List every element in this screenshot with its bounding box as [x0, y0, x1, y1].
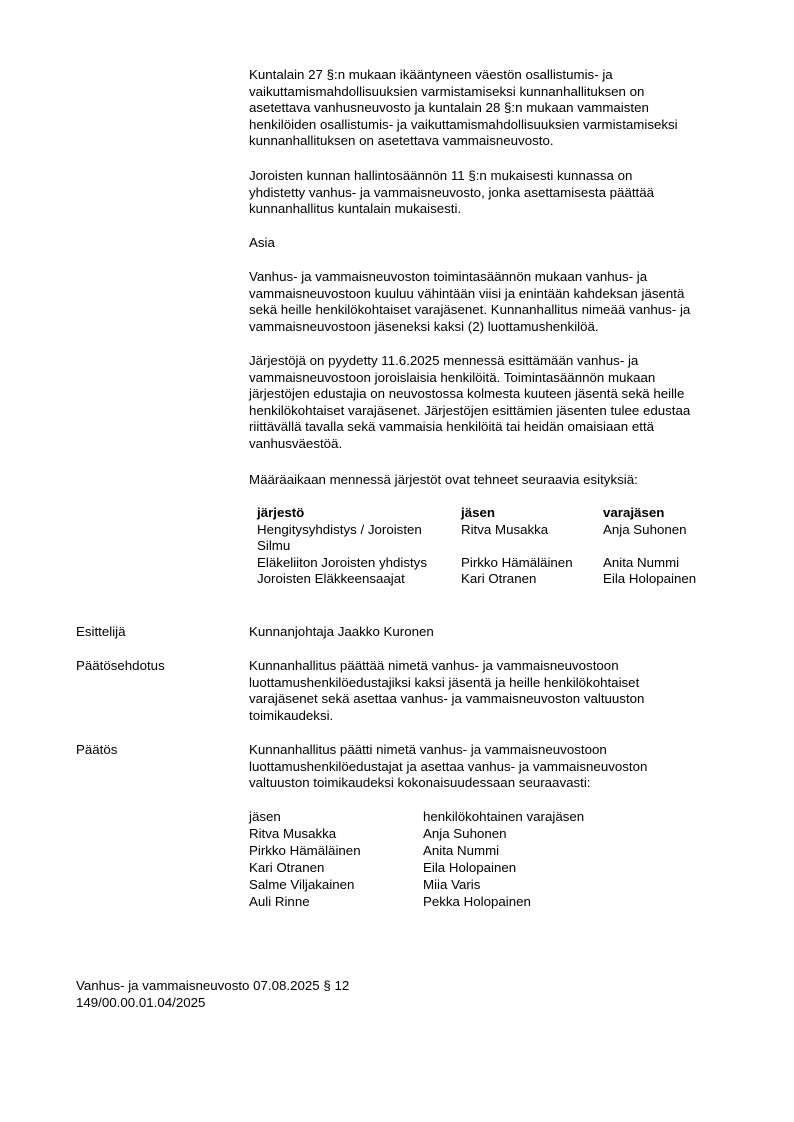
member-cell: Salme Viljakainen — [249, 876, 355, 892]
organization-cell: Eläkeliiton Joroisten yhdistys — [257, 554, 427, 570]
table-row — [257, 555, 696, 572]
member-cell: Kari Otranen — [249, 859, 325, 875]
paatosehdotus-label: Päätösehdotus — [76, 658, 165, 673]
intro-paragraph-5-wrap — [249, 472, 749, 489]
deputy-cell: Eila Holopainen — [423, 859, 517, 875]
footer-record-number: 149/00.00.01.04/2025 — [76, 995, 206, 1010]
table-row — [257, 571, 696, 588]
table-row — [249, 843, 584, 860]
deputy-cell: Eila Holopainen — [603, 571, 697, 587]
paatosehdotus-text-wrap — [249, 658, 749, 724]
deputy-cell: Pekka Holopainen — [423, 893, 531, 909]
header-deputy: varajäsen — [603, 505, 665, 520]
organization-table — [257, 505, 696, 588]
intro-paragraph-1: Kuntalain 27 §:n mukaan ikääntyneen väestön osallistumis- ja vaikuttamismahdollisuuksien varmistamiseksi kunnanhallituksen on asetettava vanhusneuvosto ja kuntalain 28 §:n mukaan vammaisten henkilöiden osallistumis- ja vaikuttamismahdollisuuksien varmistamiseksi kunnanhallituksen on asetettava vammaisneuvosto. — [249, 67, 678, 149]
intro-paragraph-2: Joroisten kunnan hallintosäännön 11 §:n mukaisesti kunnassa on yhdistetty vanhus- ja vammaisneuvosto, jonka asettamisesta päättää kunnanhallitus kuntalain mukaisesti. — [249, 168, 655, 217]
member-table-header — [249, 809, 584, 826]
table-row — [249, 860, 584, 877]
intro-paragraph-3-wrap — [249, 269, 749, 335]
section-heading-wrap — [249, 235, 749, 252]
organization-cell: Hengitysyhdistys / Joroisten Silmu — [257, 521, 422, 554]
intro-paragraph-2-wrap — [249, 168, 749, 218]
member-table — [249, 809, 584, 910]
deputy-cell: Anita Nummi — [603, 554, 680, 570]
table-row — [249, 894, 584, 911]
table-row — [249, 877, 584, 894]
header-member: jäsen — [461, 505, 496, 520]
paatos-text: Kunnanhallitus päätti nimetä vanhus- ja vammaisneuvostoon luottamushenkilöedustajat ja asettaa vanhus- ja vammaisneuvoston valtuuston toimikaudeksi kokonaisuudessaan seuraavasti: — [249, 742, 648, 791]
deputy-cell: Anita Nummi — [423, 842, 500, 858]
member-cell: Pirkko Hämäläinen — [249, 842, 361, 858]
intro-paragraph-5: Määräaikaan mennessä järjestöt ovat tehneet seuraavia esityksiä: — [249, 472, 638, 487]
organization-table-header — [257, 505, 696, 522]
deputy-cell: Miia Varis — [423, 876, 481, 892]
esittelija-text-wrap — [249, 624, 749, 641]
member-cell: Ritva Musakka — [249, 825, 337, 841]
member-cell: Ritva Musakka — [461, 521, 549, 537]
esittelija-text: Kunnanjohtaja Jaakko Kuronen — [249, 624, 434, 639]
member-cell: Pirkko Hämäläinen — [461, 554, 573, 570]
section-heading-asia: Asia — [249, 235, 275, 250]
deputy-cell: Anja Suhonen — [603, 521, 687, 537]
member-cell: Kari Otranen — [461, 571, 537, 587]
paatos-text-wrap — [249, 742, 749, 792]
header-member: jäsen — [249, 809, 281, 824]
header-organization: järjestö — [257, 505, 305, 520]
esittelija-label: Esittelijä — [76, 624, 126, 639]
table-row — [249, 826, 584, 843]
intro-paragraph-4: Järjestöjä on pyydetty 11.6.2025 mennessä esittämään vanhus- ja vammaisneuvostoon joroislaisia henkilöitä. Toimintasäännön mukaan järjestöjen edustajia on neuvostossa kolmesta kuuteen jäsentä sekä heille henkilökohtaiset varajäsenet. Järjestöjen esittämien jäsenten tulee edustaa riittävällä tavalla sekä vammaisia henkilöitä tai heidän omaisiaan että vanhusväestöä. — [249, 353, 691, 451]
footer-meeting-reference: Vanhus- ja vammaisneuvosto 07.08.2025 § 12 — [76, 978, 350, 993]
paatos-label: Päätös — [76, 742, 118, 757]
header-personal-deputy: henkilökohtainen varajäsen — [423, 809, 585, 824]
table-row — [257, 522, 696, 555]
member-cell: Auli Rinne — [249, 893, 310, 909]
deputy-cell: Anja Suhonen — [423, 825, 507, 841]
paatosehdotus-text: Kunnanhallitus päättää nimetä vanhus- ja vammaisneuvostoon luottamushenkilöedustajiksi kaksi jäsentä ja heille henkilökohtaiset varajäsenet sekä asettaa vanhus- ja vammaisneuvoston valtuuston toimikaudeksi. — [249, 658, 645, 723]
intro-paragraph-3: Vanhus- ja vammaisneuvoston toimintasäännön mukaan vanhus- ja vammaisneuvostoon kuuluu vähintään viisi ja enintään kahdeksan jäsentä sekä heille henkilökohtaiset varajäsenet. Kunnanhallitus nimeää vanhus- ja vammaisneuvostoon jäseneksi kaksi (2) luottamushenkilöä. — [249, 269, 691, 334]
intro-paragraph-4-wrap — [249, 353, 749, 453]
organization-cell: Joroisten Eläkkeensaajat — [257, 571, 405, 587]
intro-section — [249, 67, 749, 150]
